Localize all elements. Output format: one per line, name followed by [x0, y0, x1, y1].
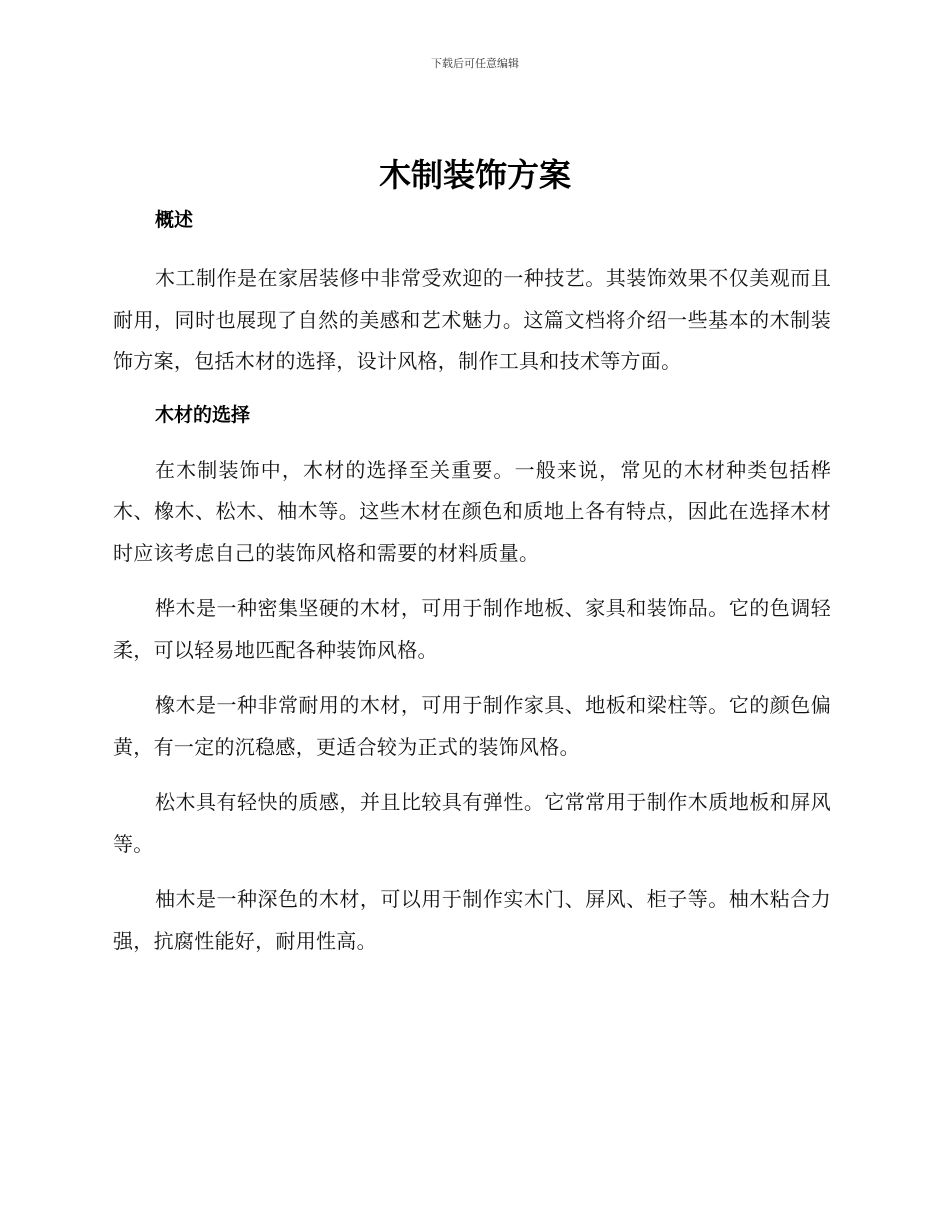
paragraph-overview: 木工制作是在家居装修中非常受欢迎的一种技艺。其装饰效果不仅美观而且耐用，同时也展现了自然的美感和艺术魅力。这篇文档将介绍一些基本的木制装饰方案，包括木材的选择，设计风格，制作工具和技术等方面。 — [113, 266, 831, 373]
paragraph-pine: 松木具有轻快的质感，并且比较具有弹性。它常常用于制作木质地板和屏风等。 — [113, 790, 831, 856]
document-body — [113, 204, 831, 962]
paragraph-wood-intro: 在木制装饰中，木材的选择至关重要。一般来说，常见的木材种类包括桦木、橡木、松木、柚木等。这些木材在颜色和质地上各有特点，因此在选择木材时应该考虑自己的装饰风格和需要的材料质量。 — [113, 457, 831, 565]
paragraph-birch: 桦木是一种密集坚硬的木材，可用于制作地板、家具和装饰品。它的色调轻柔，可以轻易地匹配各种装饰风格。 — [113, 596, 831, 662]
paragraph-teak: 柚木是一种深色的木材，可以用于制作实木门、屏风、柜子等。柚木粘合力强，抗腐性能好，耐用性高。 — [113, 887, 831, 953]
section-heading-overview: 概述 — [155, 209, 194, 231]
section-heading-wood-selection: 木材的选择 — [155, 403, 251, 426]
paragraph-oak: 橡木是一种非常耐用的木材，可用于制作家具、地板和梁柱等。它的颜色偏黄，有一定的沉稳感，更适合较为正式的装饰风格。 — [113, 693, 831, 759]
section-wood-selection — [113, 399, 831, 963]
header-note: 下载后可任意编辑 — [431, 57, 519, 70]
document-title: 木制装饰方案 — [378, 156, 571, 194]
section-overview — [113, 204, 831, 383]
